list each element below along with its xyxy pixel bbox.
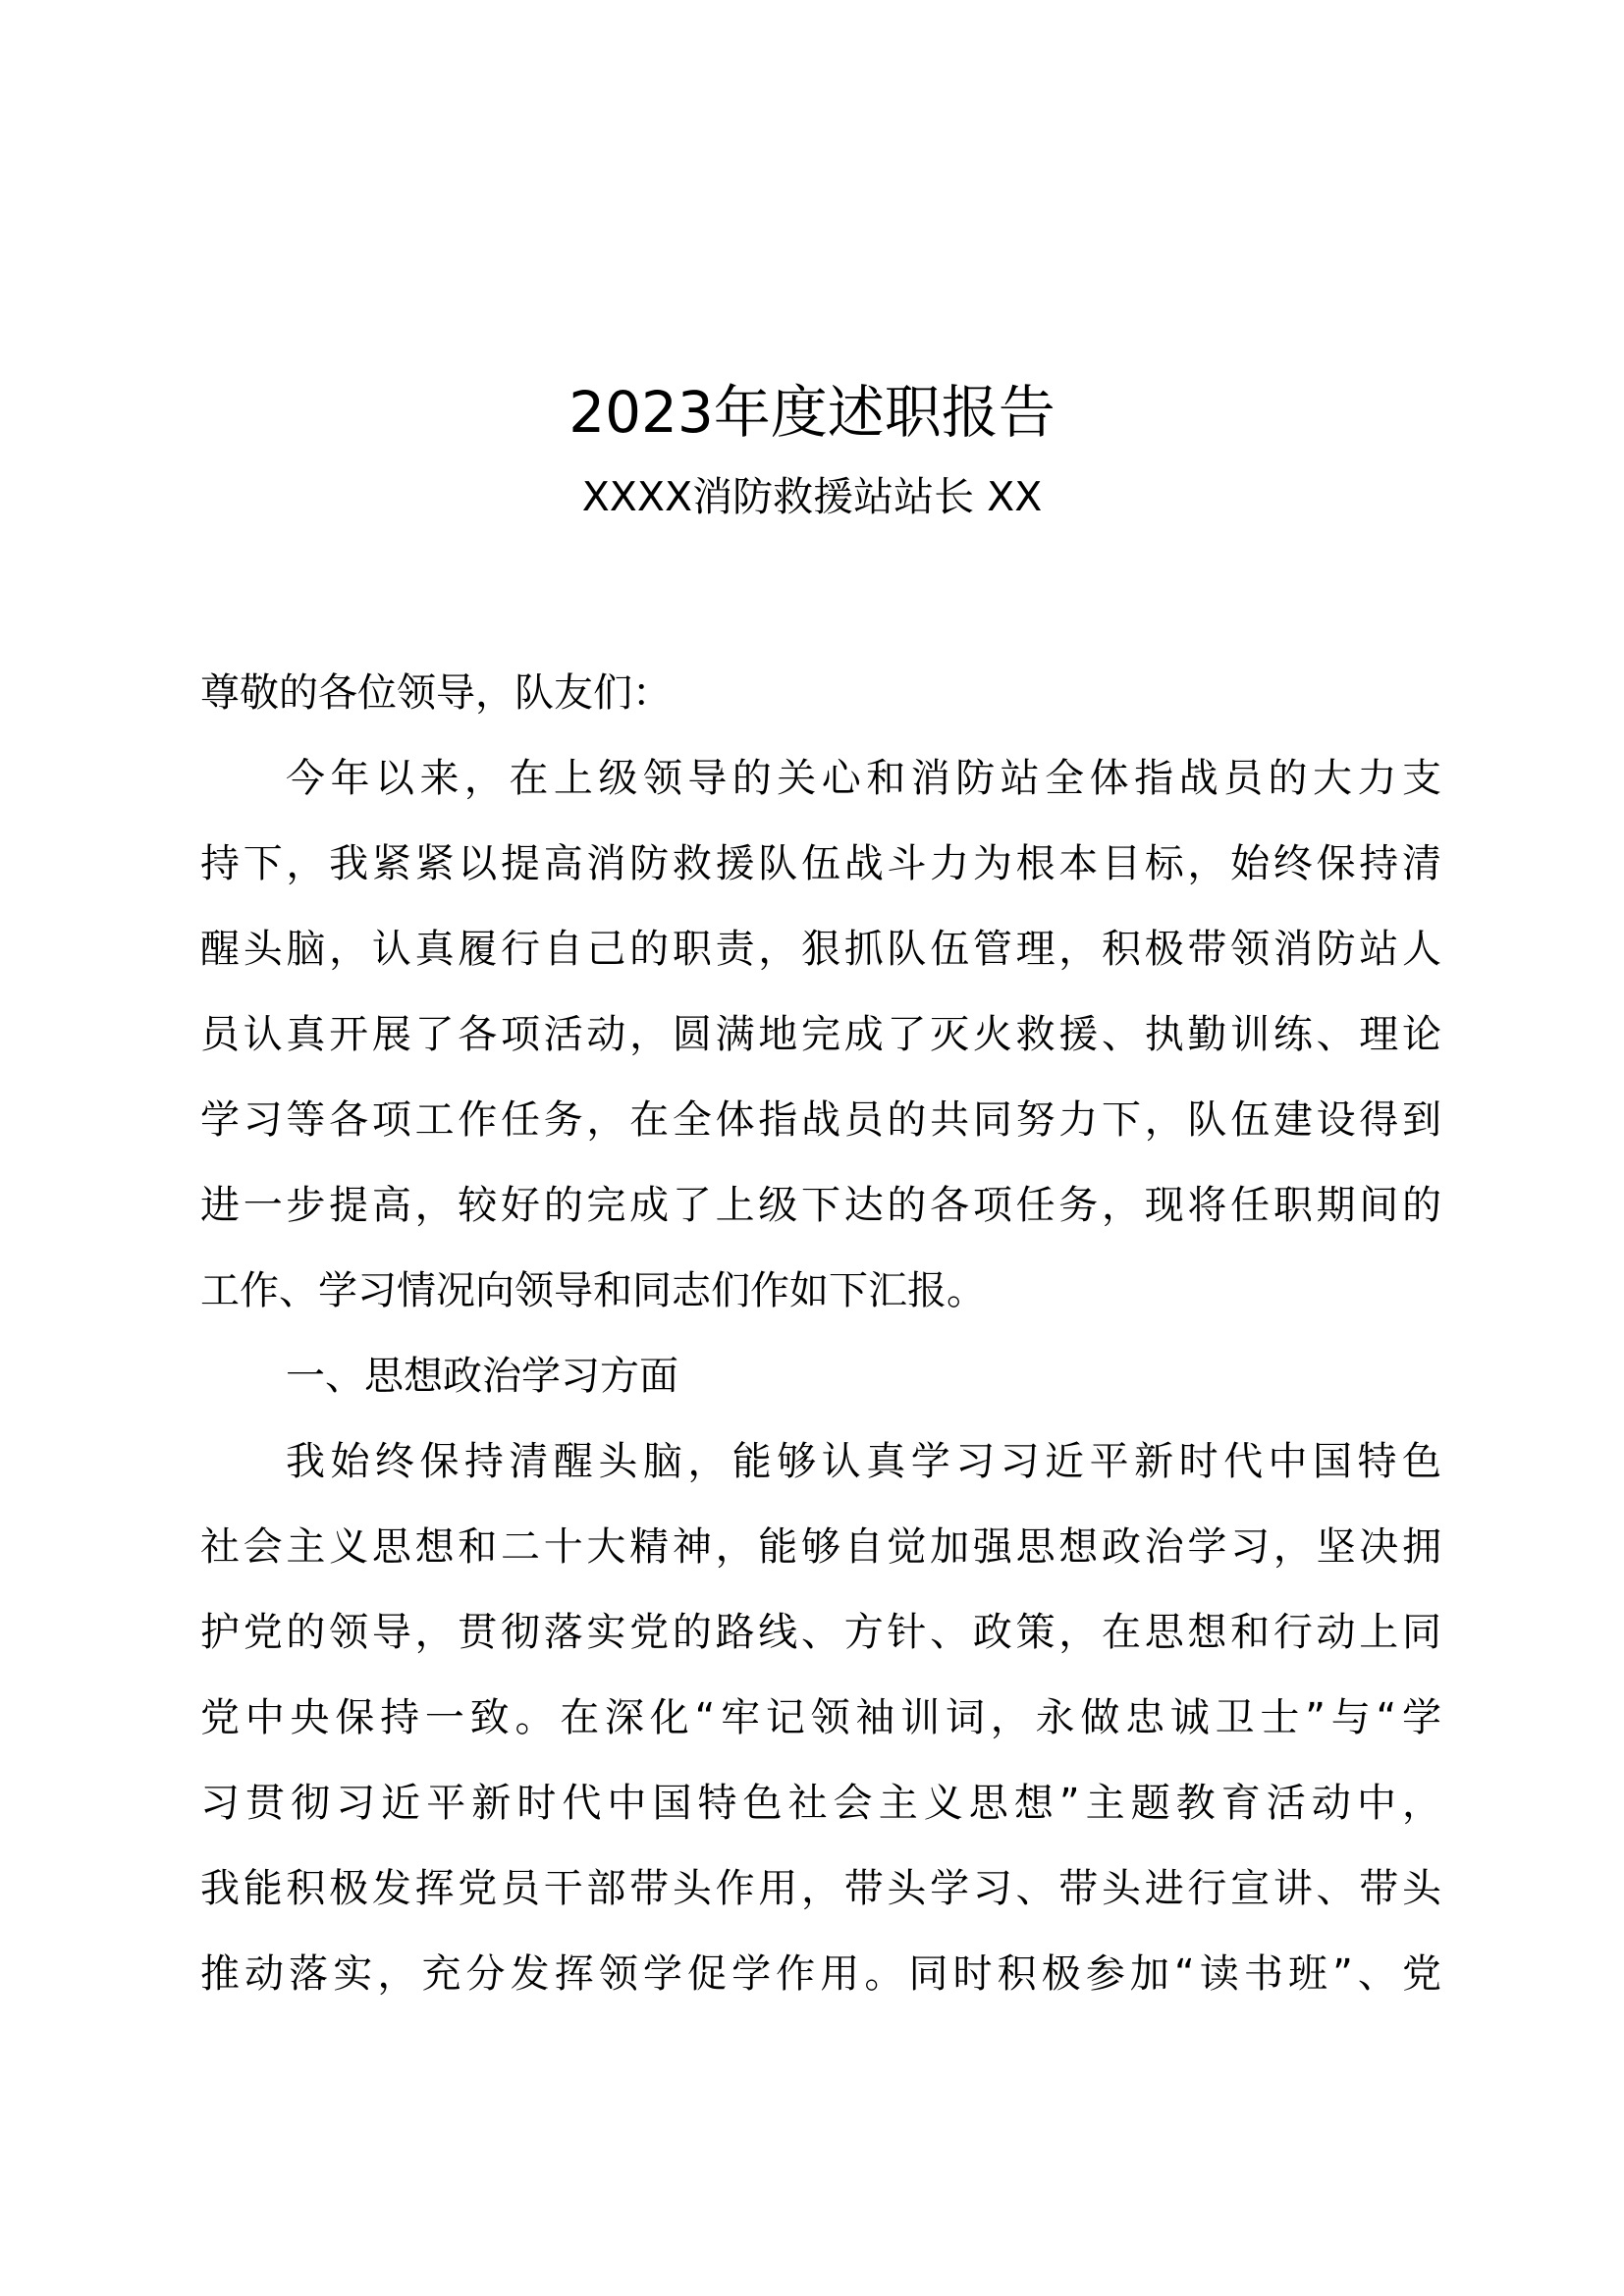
paragraph-line: 今年以来，在上级领导的关心和消防站全体指战员的大力支 [286, 756, 1441, 801]
paragraph-line: 护党的领导，贯彻落实党的路线、方针、政策，在思想和行动上同 [200, 1610, 1441, 1655]
paragraph-line: 醒头脑，认真履行自己的职责，狠抓队伍管理，积极带领消防站人 [200, 927, 1441, 972]
paragraph-line: 习贯彻习近平新时代中国特色社会主义思想”主题教育活动中， [200, 1781, 1441, 1826]
section1-paragraph [200, 1419, 1441, 2017]
paragraph-line: 持下，我紧紧以提高消防救援队伍战斗力为根本目标，始终保持清 [200, 841, 1441, 886]
paragraph-line: 工作、学习情况向领导和同志们作如下汇报。 [200, 1268, 986, 1313]
paragraph-line: 我能积极发挥党员干部带头作用，带头学习、带头进行宣讲、带头 [200, 1866, 1441, 1911]
intro-paragraph [200, 736, 1441, 1334]
document-title: 2023年度述职报告 [568, 379, 1056, 446]
paragraph-line: 进一步提高，较好的完成了上级下达的各项任务，现将任职期间的 [200, 1183, 1441, 1228]
section-heading: 一、思想政治学习方面 [286, 1354, 678, 1399]
paragraph-line: 社会主义思想和二十大精神，能够自觉加强思想政治学习，坚决拥 [200, 1524, 1441, 1570]
paragraph-line: 推动落实，充分发挥领学促学作用。同时积极参加“读书班”、党 [200, 1951, 1441, 1997]
paragraph-line: 党中央保持一致。在深化“牢记领袖训词，永做忠诚卫士”与“学 [200, 1695, 1441, 1740]
document-subtitle: XXXX消防救援站站长 XX [581, 473, 1043, 520]
salutation: 尊敬的各位领导，队友们： [200, 670, 672, 716]
paragraph-line: 员认真开展了各项活动，圆满地完成了灭火救援、执勤训练、理论 [200, 1012, 1441, 1057]
paragraph-line: 学习等各项工作任务，在全体指战员的共同努力下，队伍建设得到 [200, 1097, 1441, 1143]
paragraph-line: 我始终保持清醒头脑，能够认真学习习近平新时代中国特色 [286, 1439, 1441, 1484]
document-body [200, 651, 1441, 2017]
